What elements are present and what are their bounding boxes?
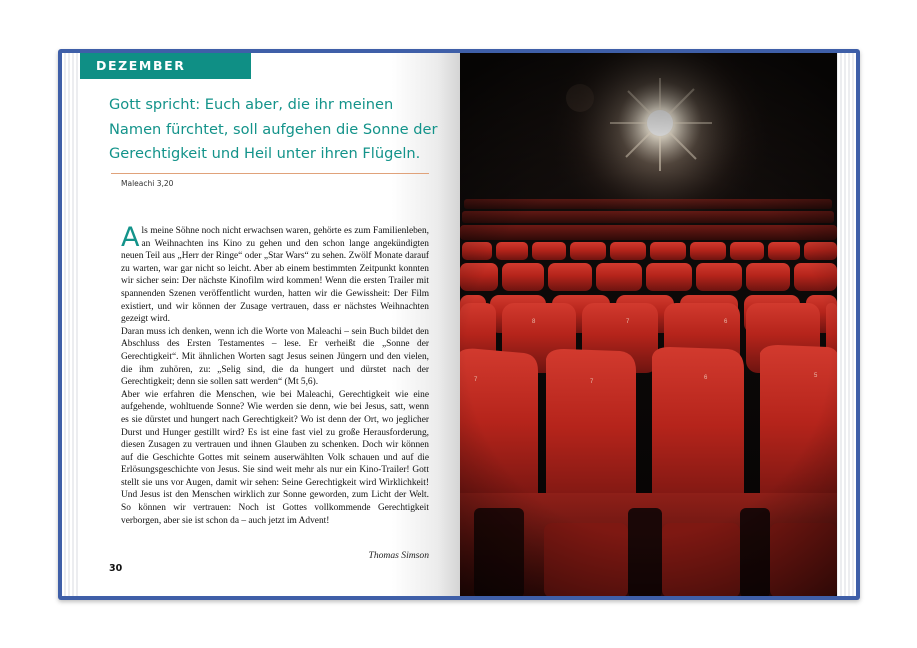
cinema-seats-photo bbox=[460, 53, 837, 596]
paragraph-3: Aber wie erfahren die Menschen, wie bei Maleachi, Gerechtigkeit wie eine aufgehende, wohltuende Sonne? Wie werden sie denn, wie bei Jesus, satt, wenn es sie dürstet und hungert nach Gerechtigkeit? Wo ist denn der Ort, wo jeglicher Durst und Hunger gestillt wird? Es ist eine fast viel zu große Herausforderung, diesen Zusagen zu vertrauen und ihnen Glauben zu schenken. Doch wir können auf die Geschichte Gottes mit seinem auserwählten Volk schauen und auf die Erlösungsgeschichte von Jesus. Sie sind weit mehr als nur ein Kino-Trailer! Gott stellt sie uns vor Augen, damit wir sehen: Seine Gerechtigkeit wird Wirklichkeit! Und Jesus ist den Menschen wirklich zur Sonne geworden, zum Licht der Welt. So können wir vertrauen: Noch ist Gottes vollkommende Gerechtigkeit verborgen, aber sie ist schon da – auch jetzt im Advent! bbox=[121, 389, 429, 526]
right-page-edges bbox=[834, 53, 856, 596]
left-page bbox=[80, 53, 460, 596]
bible-verse: Gott spricht: Euch aber, die ihr meinen Namen fürchtet, soll aufgehen die Sonne der Gerechtigkeit und Heil unter ihren Flügeln. bbox=[109, 96, 438, 162]
page-number: 30 bbox=[109, 563, 123, 574]
right-page-photo bbox=[460, 53, 837, 596]
drop-cap: A bbox=[121, 222, 140, 253]
verse-reference: Maleachi 3,20 bbox=[121, 179, 174, 188]
devotional-text bbox=[121, 222, 429, 527]
paragraph-1: ls meine Söhne noch nicht erwachsen waren, gehörte es zum Familienleben, an Weihnachten ins Kino zu gehen und den schon lange angekündigten neuen Teil aus „Herr der Ringe“ oder „Star Wars“ zu sehen. Zwölf Monate darauf zu warten, war gar nicht so leicht. Aber ab einem bestimmten Zeitpunkt konnten wir sicher sein: Der nächste Kinofilm wird kommen! Wenn die ersten Trailer mit spannenden Szenen veröffentlicht wurden, hatten wir die Gewissheit: Der Film existiert, und wir können der Zusage vertrauen, dass er nächstes Weihnachten gezeigt wird. bbox=[121, 226, 429, 325]
month-header: DEZEMBER bbox=[80, 53, 251, 79]
paragraph-2: Daran muss ich denken, wenn ich die Worte von Maleachi – sein Buch bildet den Abschluss des Ersten Testamentes – lese. Er verheißt die „Sonne der Gerechtigkeit“. Mit ähnlichen Worten sagt Jesus seinen Jüngern und den vielen, die ihm zuhören, zu: „Selig sind, die da hungert und dürstet nach der Gerechtigkeit; denn sie sollen satt werden“ (Mt 5,6). bbox=[121, 326, 429, 388]
verse-divider bbox=[111, 173, 429, 174]
author-name: Thomas Simson bbox=[368, 550, 429, 561]
